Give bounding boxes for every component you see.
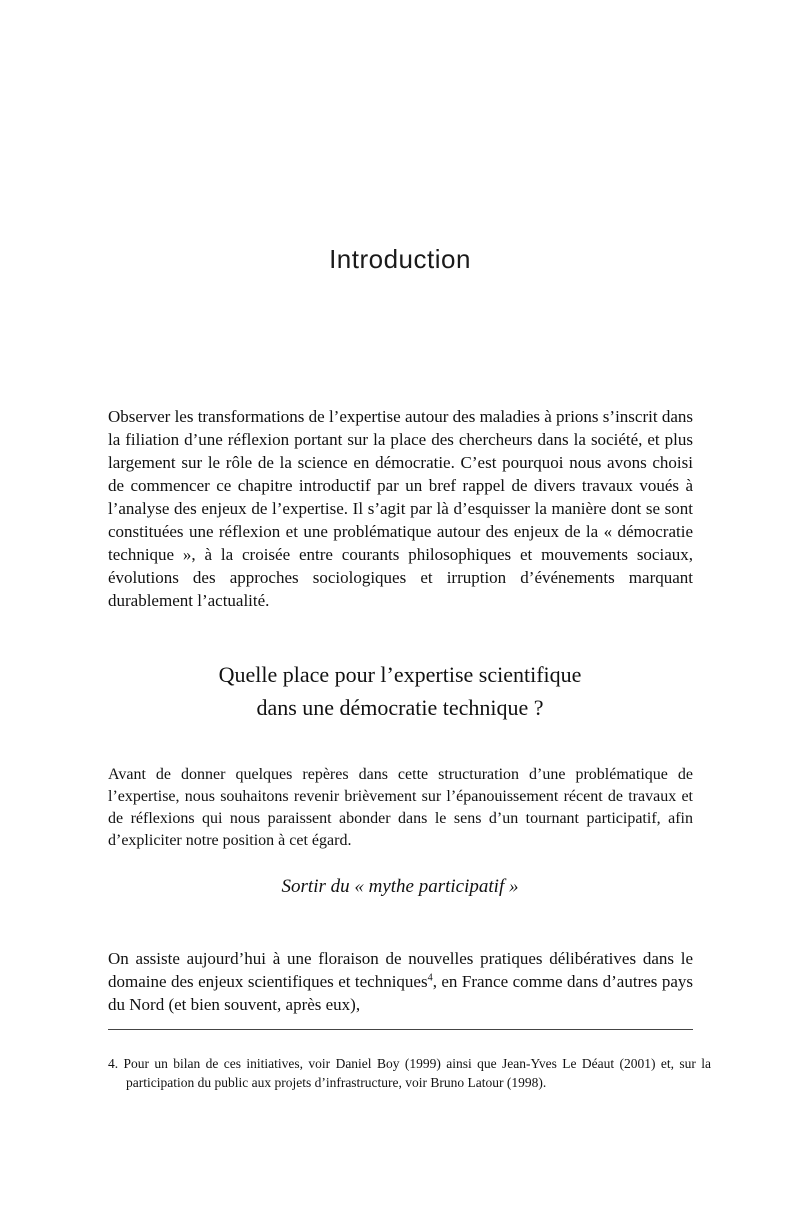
footnote-separator-rule bbox=[108, 1029, 693, 1030]
footnote-text: Pour un bilan de ces initiatives, voir Daniel Boy (1999) ainsi que Jean-Yves Le Déaut (2001) et, sur la participation du public aux projets d’infrastructure, voir Bruno Latour (1998). bbox=[123, 1055, 711, 1090]
chapter-title: Introduction bbox=[329, 244, 471, 274]
subsection-heading: Sortir du « mythe participatif » bbox=[281, 876, 519, 897]
intro-paragraph: Observer les transformations de l’expertise autour des maladies à prions s’inscrit dans la filiation d’une réflexion portant sur la place des chercheurs dans la société, et plus largement sur le rôle de la science en démocratie. C’est pourquoi nous avons choisi de commencer ce chapitre introductif par un bref rappel de divers travaux voués à l’analyse des enjeux de l’expertise. Il s’agit par là d’esquisser la manière dont se sont constituées une réflexion et une problématique autour des enjeux de la « démocratie technique », à la croisée entre courants philosophiques et mouvements sociaux, évolutions des approches sociologiques et irruption d’événements marquant durablement l’actualité. bbox=[108, 407, 693, 610]
footnote-reference: 4 bbox=[427, 972, 433, 984]
footnote bbox=[108, 1054, 711, 1092]
section-heading-line-1: Quelle place pour l’expertise scientifique bbox=[218, 662, 582, 687]
footnote-number: 4. bbox=[108, 1055, 119, 1071]
section-heading-line-2: dans une démocratie technique ? bbox=[256, 695, 544, 720]
body-paragraph-text-continued: , en France comme dans d’autres pays du Nord (et bien souvent, après eux), bbox=[108, 972, 693, 1014]
section-paragraph: Avant de donner quelques repères dans cette structuration d’une problématique de l’expertise, nous souhaitons revenir brièvement sur l’épanouissement récent de travaux et de réflexions qui nous paraissent abonder dans le sens d’un tournant participatif, afin d’expliciter notre position à cet égard. bbox=[108, 766, 693, 849]
body-paragraph-text: On assiste aujourd’hui à une floraison de nouvelles pratiques délibératives dans le domaine des enjeux scientifiques et techniques bbox=[108, 949, 693, 991]
body-paragraph bbox=[108, 947, 693, 1016]
section-heading bbox=[0, 658, 800, 724]
